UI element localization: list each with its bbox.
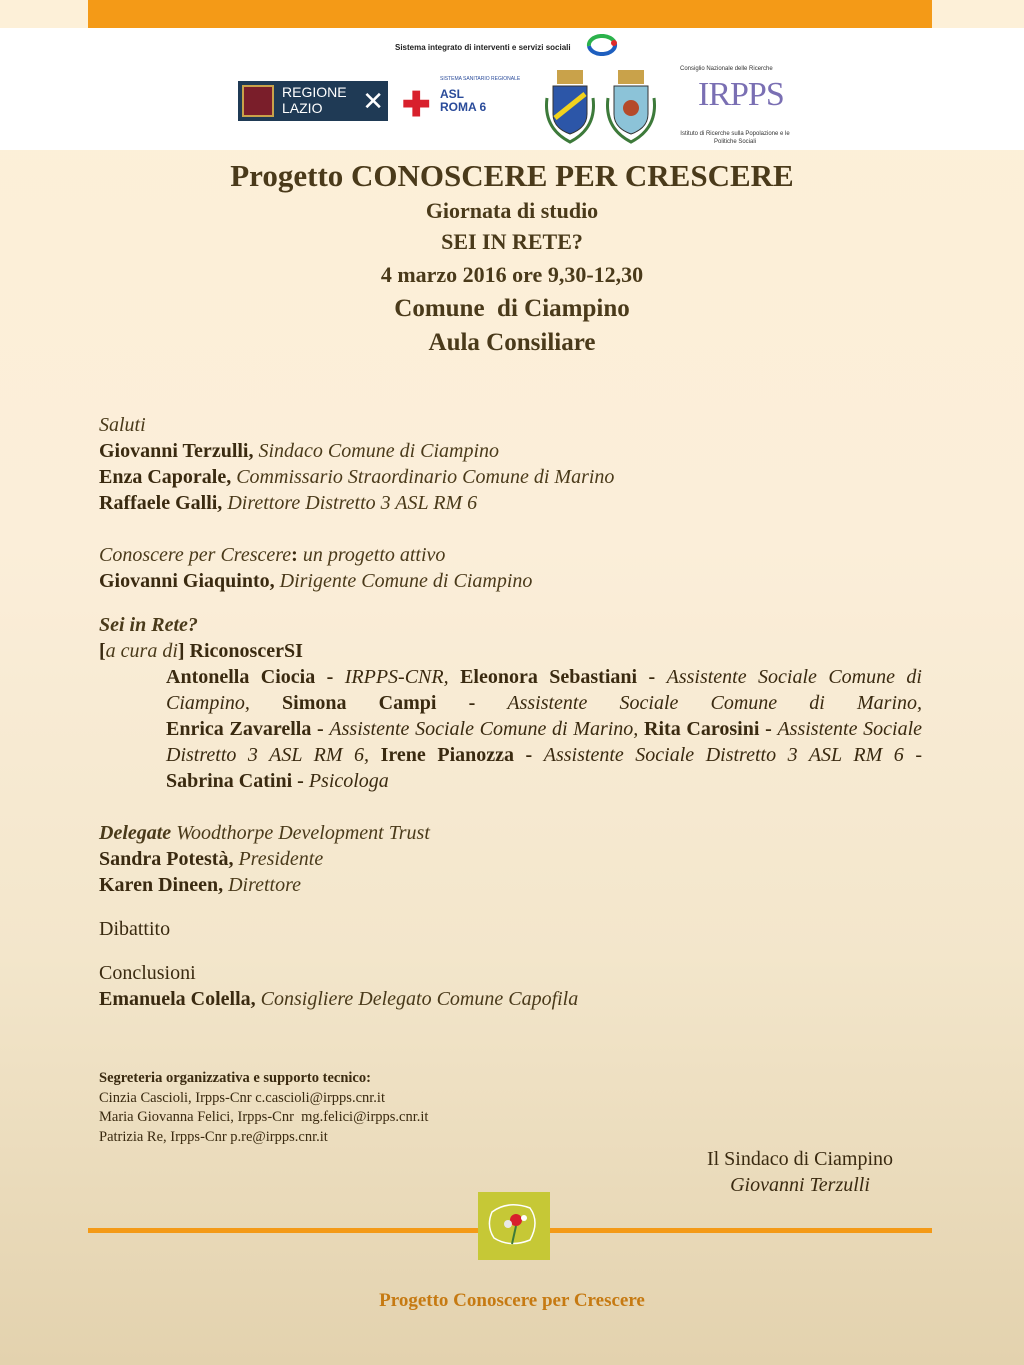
segreteria-line: Maria Giovanna Felici, Irpps-Cnr mg.felici@irpps.cnr.it xyxy=(99,1109,429,1125)
irpps-logo-text: IRPPS xyxy=(698,76,784,113)
acura-line: [a cura di] RiconoscerSI xyxy=(99,640,303,662)
signature-block xyxy=(700,1146,900,1198)
asl-roma6-logo xyxy=(402,78,532,123)
saluti-label: Saluti xyxy=(99,414,146,436)
event-room: Aula Consiliare xyxy=(428,329,596,356)
asl-line-1: ASL xyxy=(440,87,464,101)
cnr-text: Consiglio Nazionale delle Ricerche xyxy=(680,66,773,72)
rete-section xyxy=(99,612,929,664)
regione-line-1: REGIONE xyxy=(282,84,347,100)
event-date: 4 marzo 2016 ore 9,30-12,30 xyxy=(380,262,644,287)
segreteria-title: Segreteria organizzativa e supporto tecnico: xyxy=(99,1070,371,1086)
saluti-section xyxy=(99,412,929,516)
regione-lazio-logo xyxy=(238,81,388,121)
segreteria-line: Patrizia Re, Irpps-Cnr p.re@irpps.cnr.it xyxy=(99,1128,328,1145)
saluti-row: Giovanni Terzulli, Sindaco Comune di Ciampino xyxy=(99,440,500,462)
signature-name: Giovanni Terzulli xyxy=(730,1174,870,1196)
event-subtitle: Giornata di studio xyxy=(425,198,599,223)
progetto-speaker: Giovanni Giaquinto, Dirigente Comune di Ciampino xyxy=(99,570,533,592)
ciampino-coat-of-arms-icon xyxy=(541,68,599,146)
segreteria-line: Cinzia Cascioli, Irpps-Cnr c.cascioli@irpps.cnr.it xyxy=(99,1089,385,1106)
saluti-row: Enza Caporale, Commissario Straordinario Comune di Marino xyxy=(99,466,615,488)
saluti-row: Raffaele Galli, Direttore Distretto 3 ASL RM 6 xyxy=(99,492,478,514)
conclusioni-section xyxy=(99,960,929,1012)
asl-cross-icon: ✚ xyxy=(402,86,431,124)
delegate-row: Sandra Potestà, Presidente xyxy=(99,848,324,870)
delegate-label: Delegate xyxy=(99,822,172,844)
marino-coat-of-arms-icon xyxy=(603,68,659,146)
footer-project-name: Progetto Conoscere per Crescere xyxy=(379,1290,645,1311)
signature-title: Il Sindaco di Ciampino xyxy=(706,1148,894,1170)
conclusioni-speaker: Emanuela Colella, Consigliere Delegato Comune Capofila xyxy=(99,988,579,1010)
progetto-section: Conoscere per Crescere: un progetto attivo Giovanni Giaquinto, Dirigente Comune di Ciampino xyxy=(99,542,929,594)
rete-label: Sei in Rete? xyxy=(99,614,198,636)
top-orange-bar xyxy=(88,0,932,28)
irpps-cnr-logo xyxy=(680,66,790,150)
asl-ssr-text: SISTEMA SANITARIO REGIONALE xyxy=(440,76,521,82)
event-place: Comune di Ciampino xyxy=(394,295,630,322)
delegate-section: Delegate Woodthorpe Development Trust Sandra Potestà, Presidente Karen Dineen, Direttore xyxy=(99,820,929,898)
team-paragraph: Antonella Ciocia - IRPPS-CNR, Eleonora Sebastiani - Assistente Sociale Comune di Ciampino, Simona Campi - Assistente Sociale Comune di Marino, Enrica Zavarella - Assistente Sociale Comune di Marino, Rita Carosini - Assistente Sociale Distretto 3 ASL RM 6, Irene Pianozza - Assistente Sociale Distretto 3 ASL RM 6 - Sabrina Catini - Psicologa xyxy=(166,666,923,792)
asl-line-2: ROMA 6 xyxy=(440,100,487,114)
sistema-integrato-text: Sistema integrato di interventi e servizi sociali xyxy=(395,43,571,52)
delegate-row: Karen Dineen, Direttore xyxy=(99,874,302,896)
conclusioni-label: Conclusioni xyxy=(99,962,196,984)
segreteria-block xyxy=(99,1069,428,1147)
progetto-label: Conoscere per Crescere xyxy=(99,544,292,566)
sistema-circular-arrows-icon xyxy=(585,34,619,56)
regione-crest-icon xyxy=(242,85,274,117)
event-question: SEI IN RETE? xyxy=(441,229,583,254)
logo-band xyxy=(0,28,1024,150)
regione-line-2: LAZIO xyxy=(282,100,323,116)
regione-chevron-icon: ✕ xyxy=(362,86,384,116)
project-flower-logo-icon xyxy=(478,1192,550,1260)
dibattito: Dibattito xyxy=(99,918,171,940)
irpps-subtitle: Istituto di Ricerche sulla Popolazione e le Politiche Sociali xyxy=(680,131,790,145)
event-title: Progetto CONOSCERE PER CRESCERE xyxy=(230,158,794,193)
